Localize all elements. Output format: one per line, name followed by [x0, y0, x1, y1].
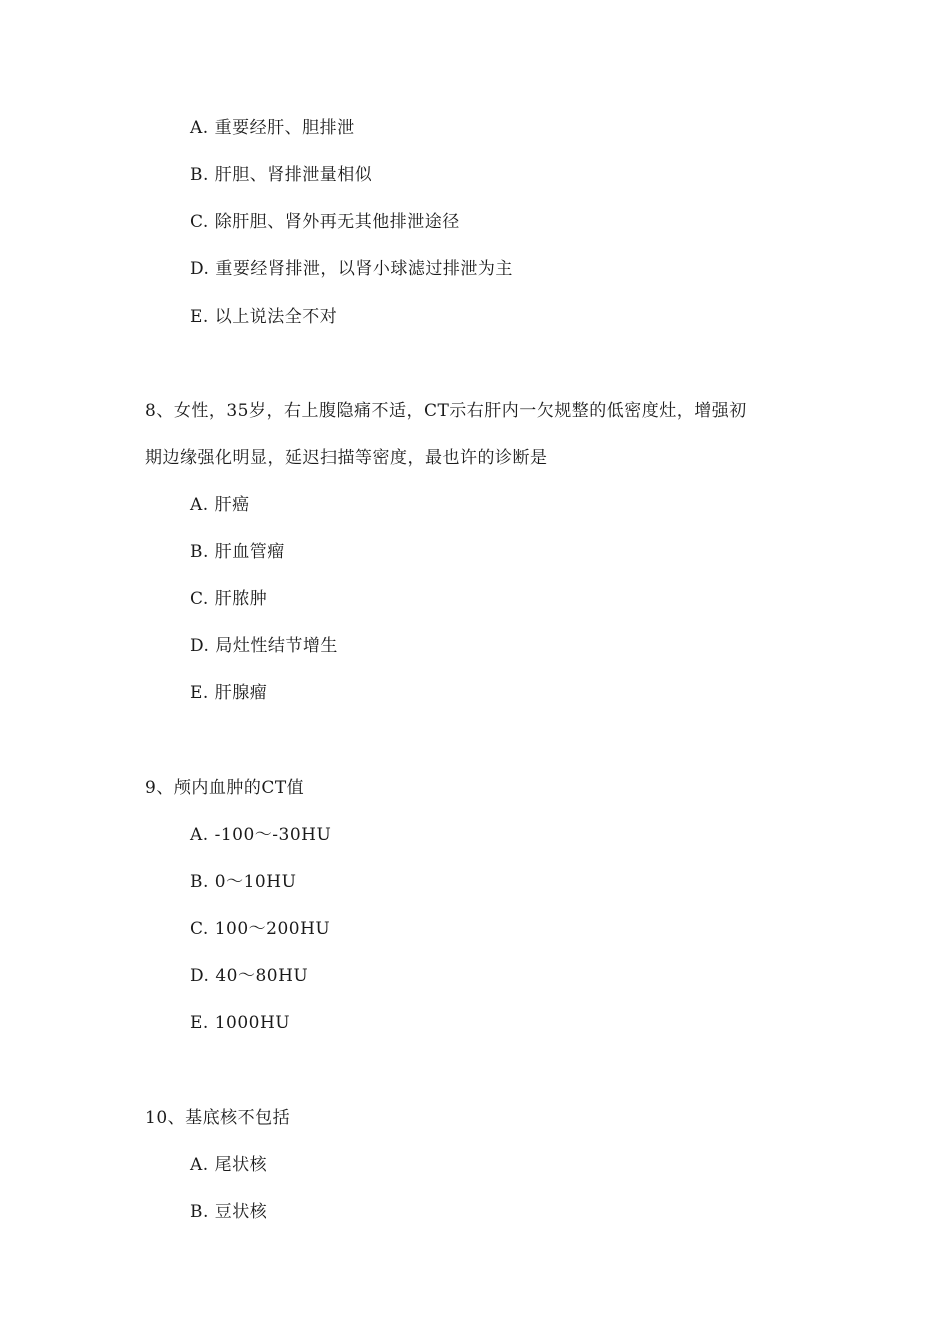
q8-option-e: E. 肝腺瘤: [190, 683, 268, 703]
q8-option-b: B. 肝血管瘤: [190, 542, 285, 562]
q8-option-d: D. 局灶性结节增生: [190, 636, 338, 656]
q10-option-a: A. 尾状核: [190, 1155, 268, 1175]
q7-option-a: A. 重要经肝、胆排泄: [190, 118, 355, 138]
q10-option-b: B. 豆状核: [190, 1202, 268, 1222]
q8-stem-line2: 期边缘强化明显，延迟扫描等密度，最也许的诊断是: [145, 448, 548, 468]
q8-option-c: C. 肝脓肿: [190, 589, 268, 609]
q7-option-c: C. 除肝胆、肾外再无其他排泄途径: [190, 212, 460, 232]
q9-option-b: B. 0～10HU: [190, 872, 297, 892]
q7-option-e: E. 以上说法全不对: [190, 307, 338, 327]
q7-option-d: D. 重要经肾排泄，以肾小球滤过排泄为主: [190, 259, 513, 279]
q9-option-a: A. -100～-30HU: [190, 825, 332, 845]
q9-option-d: D. 40～80HU: [190, 966, 309, 986]
q7-option-b: B. 肝胆、肾排泄量相似: [190, 165, 373, 185]
q9-stem: 9、颅内血肿的CT值: [145, 778, 305, 798]
q8-stem-line1: 8、女性，35岁，右上腹隐痛不适，CT示右肝内一欠规整的低密度灶，增强初: [145, 401, 747, 421]
q9-option-c: C. 100～200HU: [190, 919, 331, 939]
q10-stem: 10、基底核不包括: [145, 1108, 291, 1128]
q9-option-e: E. 1000HU: [190, 1013, 291, 1033]
q8-option-a: A. 肝癌: [190, 495, 250, 515]
